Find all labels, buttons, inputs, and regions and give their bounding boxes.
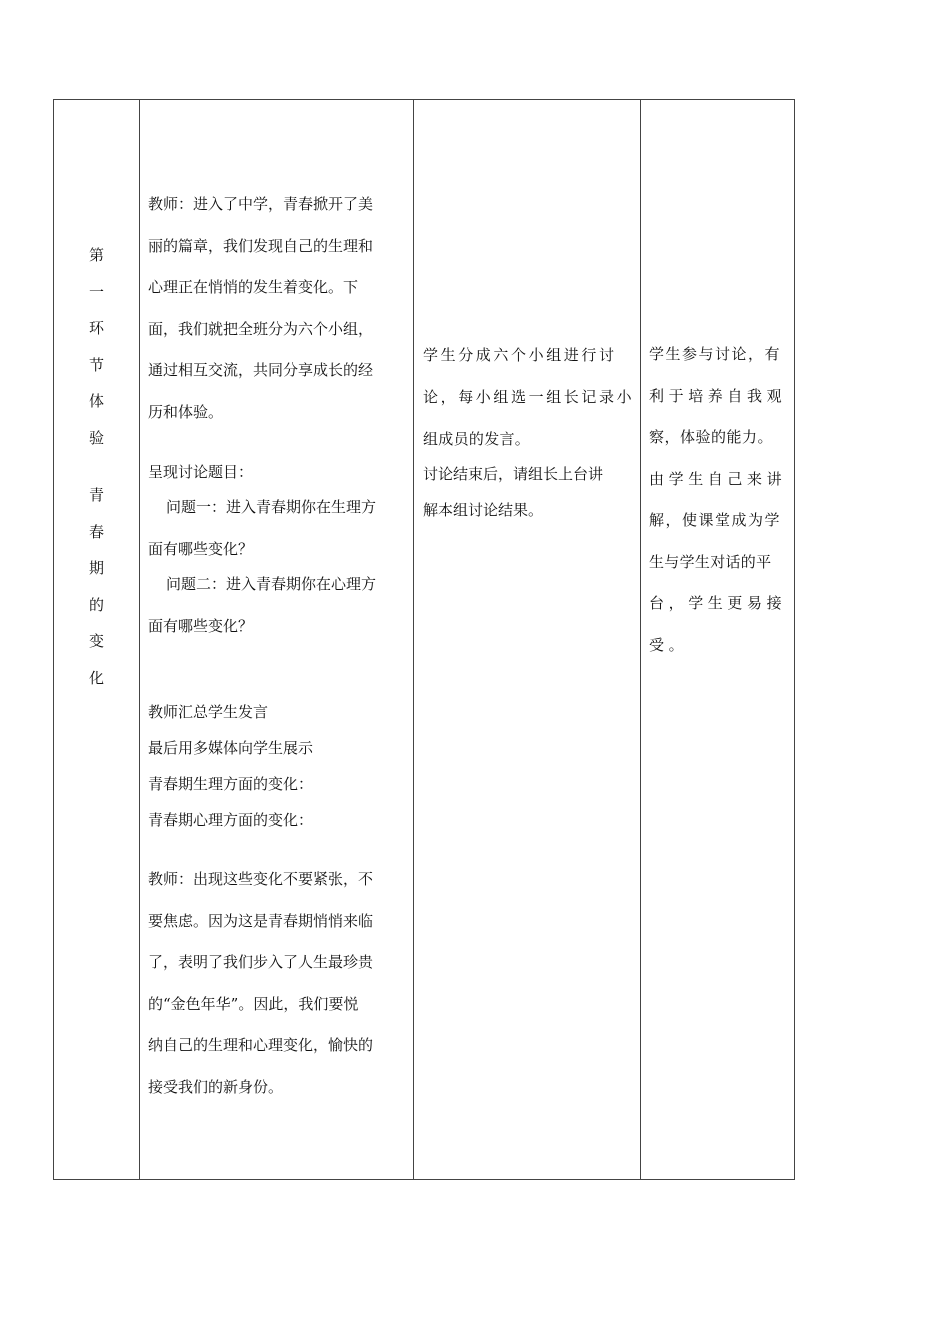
- text-line: 学生分成六个小组进行讨: [423, 346, 617, 364]
- text-line: 学生参与讨论，有: [649, 345, 782, 363]
- stage-char: 体: [88, 392, 104, 410]
- text-line: 面有哪些变化？: [148, 616, 254, 635]
- stage-char: 第: [88, 246, 104, 264]
- text-line: 心理正在悄悄的发生着变化。下: [148, 278, 359, 296]
- lesson-plan-table: [53, 99, 795, 1180]
- stage-char: 验: [88, 428, 104, 447]
- text-line: 青春期生理方面的变化：: [148, 775, 314, 793]
- stage-char: 青: [88, 486, 104, 504]
- design-intent-text: [649, 334, 787, 666]
- text-line: 由学生自己来讲: [649, 469, 787, 488]
- stage-char: 化: [88, 668, 104, 687]
- text-line: 的“金色年华”。因此，我们要悦: [148, 994, 359, 1013]
- teacher-activity-column: [139, 99, 414, 1180]
- text-line: 察，体验的能力。: [649, 428, 774, 446]
- stage-char: 期: [88, 559, 104, 577]
- student-report: [423, 456, 635, 528]
- text-line: 面，我们就把全班分为六个小组，: [148, 319, 374, 338]
- text-line: 历和体验。: [148, 402, 224, 421]
- stage-char: 春: [88, 522, 104, 541]
- student-group-discussion: [423, 334, 635, 460]
- text-line: 要焦虑。因为这是青春期悄悄来临: [148, 911, 374, 930]
- text-line: 台，学生更易接: [649, 594, 787, 612]
- text-line: 生与学生对话的平: [649, 552, 772, 571]
- stage-char: 一: [88, 282, 104, 301]
- text-line: 最后用多媒体向学生展示: [148, 739, 314, 757]
- text-line: 利于培养自我观: [649, 386, 787, 405]
- text-line: 解本组讨论结果。: [423, 501, 544, 519]
- text-line: 论，每小组选一组长记录小: [423, 388, 635, 406]
- text-line: 面有哪些变化？: [148, 539, 254, 558]
- stage-char: 环: [88, 319, 104, 337]
- text-line: 丽的篇章，我们发现自己的生理和: [148, 236, 374, 255]
- stage-title-part2: [54, 477, 139, 696]
- stage-column: [53, 99, 140, 1180]
- text-line: 了，表明了我们步入了人生最珍贵: [148, 953, 374, 971]
- text-line: 青春期心理方面的变化：: [148, 811, 314, 829]
- text-line: 讨论结束后，请组长上台讲: [423, 465, 604, 483]
- topic-label: 呈现讨论题目：: [148, 463, 254, 481]
- text-line: 问题一：进入青春期你在生理方: [166, 498, 377, 516]
- text-line: 解，使课堂成为学: [649, 511, 782, 529]
- stage-char: 节: [88, 355, 104, 374]
- stage-char: 变: [88, 632, 104, 650]
- text-line: 教师：出现这些变化不要紧张，不: [148, 870, 374, 888]
- text-line: 组成员的发言。: [423, 430, 531, 448]
- text-line: 教师：进入了中学，青春掀开了美: [148, 195, 374, 213]
- text-line: 受。: [649, 635, 689, 654]
- question-one: [148, 487, 406, 570]
- design-intent-column: [640, 99, 795, 1180]
- text-line: 教师汇总学生发言: [148, 703, 269, 721]
- question-two: [148, 564, 406, 647]
- text-line: 纳自己的生理和心理变化，愉快的: [148, 1036, 374, 1054]
- student-activity-column: [413, 99, 641, 1180]
- teacher-intro: [148, 184, 406, 433]
- text-line: 问题二：进入青春期你在心理方: [166, 575, 377, 593]
- text-line: 接受我们的新身份。: [148, 1077, 284, 1096]
- stage-title-part1: [54, 237, 139, 456]
- text-line: 通过相互交流，共同分享成长的经: [148, 361, 374, 379]
- teacher-closing: [148, 859, 406, 1108]
- teacher-summary: [148, 694, 406, 838]
- stage-char: 的: [88, 595, 104, 614]
